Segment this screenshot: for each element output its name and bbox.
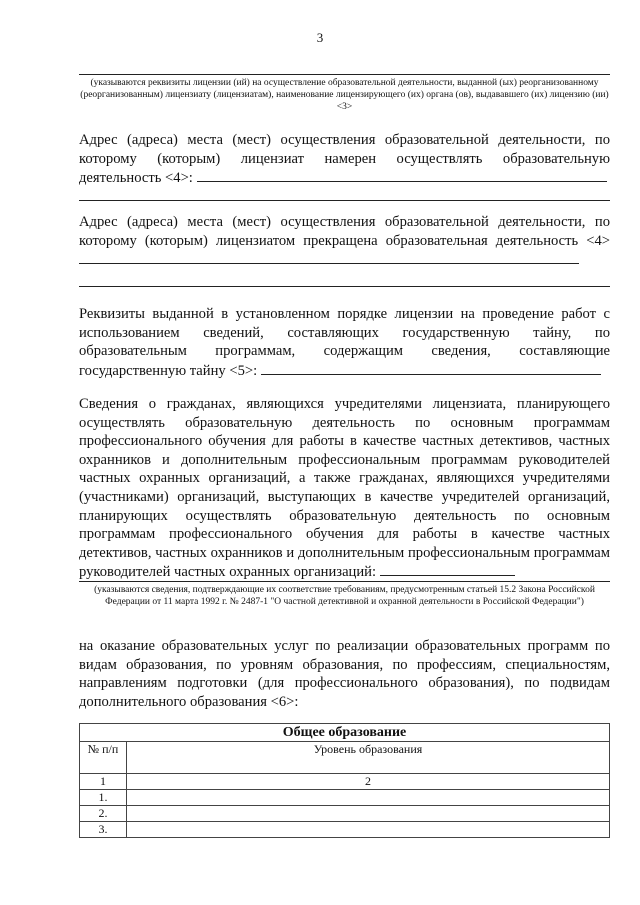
founders-blank [380, 562, 515, 576]
index-cell-2: 2 [127, 774, 610, 790]
address-planned-blank [197, 168, 607, 182]
address-planned-paragraph [79, 131, 610, 188]
row-level [127, 806, 610, 822]
table-title: Общее образование [80, 724, 610, 742]
row-level [127, 822, 610, 838]
license-requisites-line [79, 74, 610, 75]
table-header-row [80, 742, 610, 774]
state-secret-paragraph [79, 305, 610, 380]
table-row [80, 790, 610, 806]
table-row [80, 822, 610, 838]
address-terminated-text: Адрес (адреса) места (мест) осуществления образовательной деятельности, по которому (которым) лицензиатом прекращена образовательная деятельность <4> [79, 214, 610, 249]
general-education-table [79, 723, 610, 838]
address-planned-line-2 [79, 200, 610, 201]
address-terminated-line-2 [79, 286, 610, 287]
license-note: (указываются реквизиты лицензии (ий) на осуществление образовательной деятельности, выданной (ых) реорганизованному (реорганизованным) лицензиату (лицензиатам), наименование лицензирующего (их) органа (ов), выдававшего (их) лицензию (ии) <3> [80, 78, 609, 112]
address-terminated-paragraph [79, 213, 610, 270]
table-index-row [80, 774, 610, 790]
column-number-header: № п/п [80, 742, 127, 774]
row-level [127, 790, 610, 806]
address-planned-text: Адрес (адреса) места (мест) осуществления образовательной деятельности, по которому (которым) лицензиат намерен осуществлять образовательную деятельность <4>: [79, 132, 610, 187]
services-paragraph: на оказание образовательных услуг по реализации образовательных программ по видам образования, по уровням образования, по профессиям, специальностям, направлениям подготовки (для профессионального образования), по подвидам дополнительного образования <6>: [79, 638, 610, 710]
founders-text: Сведения о гражданах, являющихся учредителями лицензиата, планирующего осуществлять образовательную деятельность по основным программам профессионального обучения для работы в качестве частных детективов, частных охранников и дополнительным профессиональным программам руководителей частных охранных организаций, а также гражданах, являющихся учредителями (участниками) организаций, выступающих в качестве учредителей организаций, планирующих осуществлять образовательную деятельность по основным программам профессионального обучения для работы в качестве частных детективов, частных охранников и дополнительным профессиональным программам руководителей частных охранных организаций: [79, 396, 610, 581]
index-cell-1: 1 [80, 774, 127, 790]
row-number: 3. [80, 822, 127, 838]
founders-note: (указываются сведения, подтверждающие их соответствие требованиям, предусмотренным статьей 15.2 Закона Российской Федерации от 11 марта 1992 г. № 2487-1 "О частной детективной и охранной деятельности в Российской Федерации") [94, 585, 595, 607]
founders-paragraph [79, 395, 610, 582]
founders-line [79, 581, 610, 582]
address-terminated-blank [79, 250, 579, 264]
page-number: 3 [316, 30, 324, 45]
table-row [80, 806, 610, 822]
row-number: 1. [80, 790, 127, 806]
state-secret-blank [261, 361, 601, 375]
column-level-header: Уровень образования [127, 742, 610, 774]
row-number: 2. [80, 806, 127, 822]
state-secret-text: Реквизиты выданной в установленном порядке лицензии на проведение работ с использованием сведений, составляющих государственную тайну, по образовательным программам, содержащим сведения, составляющие государственную тайну <5>: [79, 306, 610, 379]
